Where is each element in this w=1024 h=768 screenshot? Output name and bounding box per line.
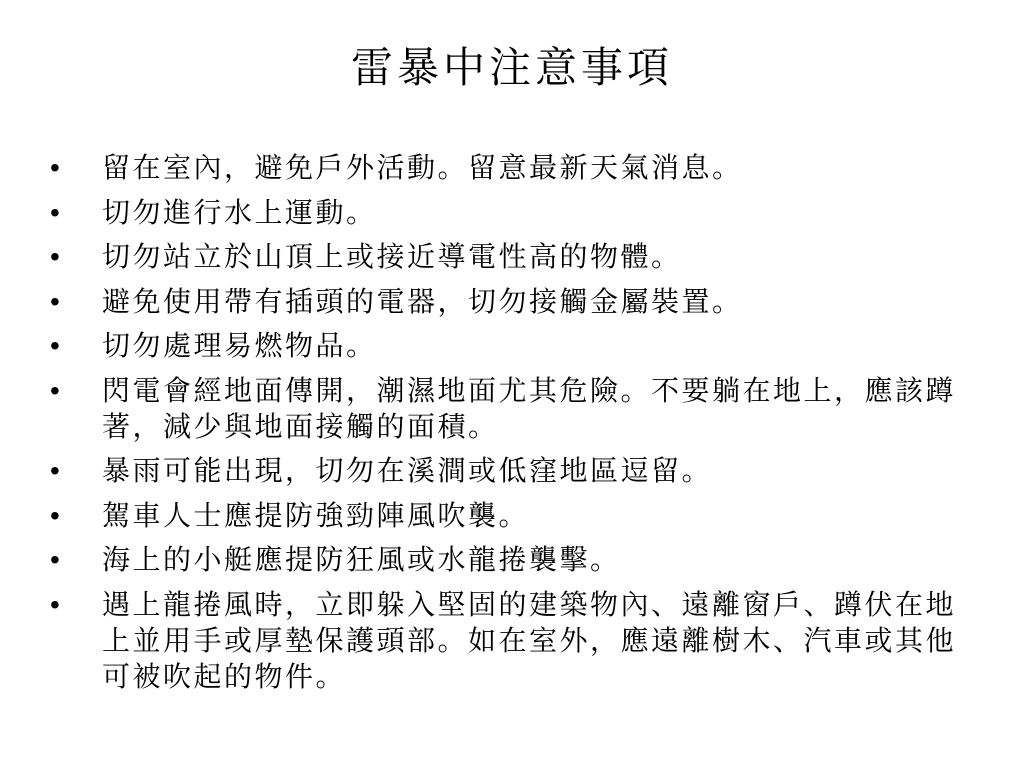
bullet-text: 避免使用帶有插頭的電器，切勿接觸金屬裝置。 <box>102 284 743 318</box>
bullet-text: 暴雨可能出現，切勿在溪澗或低窪地區逗留。 <box>102 454 713 487</box>
bullet-item <box>50 373 1010 445</box>
bullet-dot-icon: • <box>50 544 60 575</box>
bullet-item <box>50 328 1010 364</box>
bullet-item <box>50 542 1010 578</box>
bullet-text: 切勿站立於山頂上或接近導電性高的物體。 <box>102 240 682 273</box>
bullet-list <box>50 150 1010 703</box>
bullet-text: 留在室內，避免戶外活動。留意最新天氣消息。 <box>102 151 743 184</box>
bullet-dot-icon: • <box>50 196 60 228</box>
bullet-dot-icon: • <box>50 330 60 361</box>
bullet-dot-icon: • <box>50 374 60 406</box>
bullet-item <box>50 239 1010 275</box>
bullet-item <box>50 453 1010 489</box>
bullet-dot-icon: • <box>50 455 60 486</box>
bullet-dot-icon: • <box>50 241 60 272</box>
bullet-item <box>50 195 1010 231</box>
bullet-text: 切勿進行水上運動。 <box>102 195 377 229</box>
bullet-text: 駕車人士應提防強勁陣風吹襲。 <box>102 498 530 532</box>
bullet-dot-icon: • <box>50 499 60 531</box>
bullet-item <box>50 284 1010 320</box>
slide-title: 雷暴中注意事項 <box>350 43 673 92</box>
bullet-text: 海上的小艇應提防狂風或水龍捲襲擊。 <box>102 543 621 576</box>
bullet-item <box>50 150 1010 186</box>
bullet-dot-icon: • <box>50 152 60 183</box>
bullet-text: 遇上龍捲風時，立即躲入堅固的建築物內、遠離窗戶、蹲伏在地上並用手或厚墊保護頭部。如在室外，應遠離樹木、汽車或其他可被吹起的物件。 <box>102 587 957 693</box>
bullet-text: 閃電會經地面傳開，潮濕地面尤其危險。不要躺在地上，應該蹲著，減少與地面接觸的面積。 <box>102 373 957 443</box>
bullet-item <box>50 587 1010 695</box>
bullet-dot-icon: • <box>50 588 60 620</box>
bullet-dot-icon: • <box>50 285 60 317</box>
bullet-text: 切勿處理易燃物品。 <box>102 329 377 362</box>
bullet-item <box>50 498 1010 534</box>
